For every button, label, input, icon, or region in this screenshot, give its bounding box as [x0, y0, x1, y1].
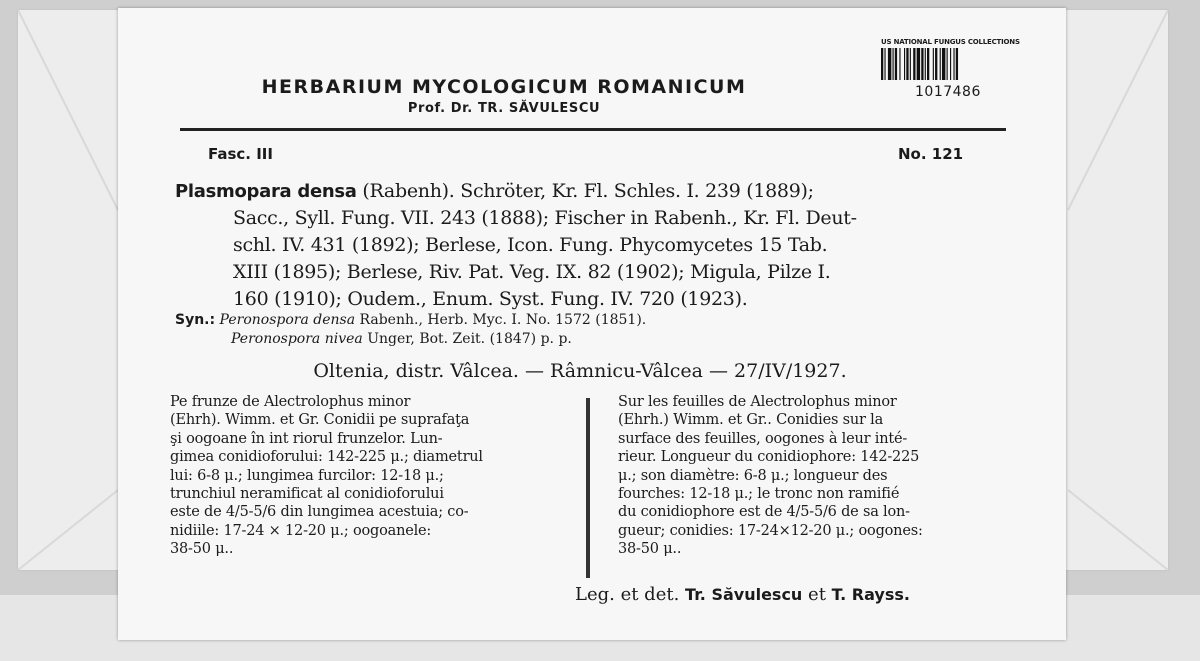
description-line: 38-50 μ.. [618, 541, 682, 558]
description-line: rieur. Longueur du conidiophore: 142-225 [618, 449, 920, 466]
citation-block [175, 178, 1011, 313]
description-line: (Ehrh). Wimm. et Gr. Conidii pe suprafaţa [170, 412, 470, 429]
collector-prefix: Leg. et det. [575, 584, 686, 605]
barcode-bar [953, 48, 954, 80]
synonym-name: Peronospora densa [219, 312, 356, 328]
barcode-bar [904, 48, 905, 80]
synonym-line [175, 330, 1011, 349]
barcode-caption: US NATIONAL FUNGUS COLLECTIONS [881, 38, 1020, 46]
species-name: Plasmopara densa [175, 181, 357, 202]
synonym-ref: Rabenh., Herb. Myc. I. No. 1572 (1851). [355, 312, 647, 328]
description-line: gueur; conidies: 17-24×12-20 μ.; oogones: [618, 522, 923, 539]
locality-line: Oltenia, distr. Vâlcea. — Râmnicu-Vâlcea — 27/IV/1927. [313, 360, 847, 382]
citation-line-text: (Rabenh). Schröter, Kr. Fl. Schles. I. 239 (1889); [356, 180, 814, 202]
description-line: Pe frunze de Alectrolophus minor [170, 394, 411, 410]
description-line: fourches: 12-18 μ.; le tronc non ramifié [618, 486, 900, 503]
description-french [618, 393, 1008, 559]
barcode-bar [940, 48, 941, 80]
description-line: 38-50 μ.. [170, 541, 234, 558]
barcode-bar [925, 48, 926, 80]
description-line: surface des feuilles, oogones à leur inté- [618, 430, 908, 447]
description-line: este de 4/5-5/6 din lungimea acestuia; co- [170, 504, 469, 521]
barcode-bar [935, 48, 937, 80]
header-rule [180, 128, 1006, 131]
barcode-bar [921, 48, 923, 80]
barcode-bar [884, 48, 885, 80]
barcode-bar [899, 48, 900, 80]
synonyms-block [175, 311, 1011, 349]
header-title: HERBARIUM MYCOLOGICUM ROMANICUM [261, 76, 747, 98]
column-divider [586, 398, 590, 578]
barcode-icon [881, 48, 1015, 80]
collector-joiner: et [802, 584, 832, 605]
synonyms-label: Syn.: [175, 312, 216, 328]
barcode-bar [913, 48, 915, 80]
description-line: şi oogoane în int riorul frunzelor. Lun- [170, 430, 443, 447]
citation-line [175, 178, 1011, 205]
barcode-bar [956, 48, 958, 80]
description-line: lui: 6-8 μ.; lungimea furcilor: 12-18 μ.; [170, 467, 444, 484]
collector-line [575, 584, 910, 605]
barcode-number: 1017486 [915, 84, 981, 100]
header-subtitle: Prof. Dr. TR. SĂVULESCU [407, 101, 601, 116]
citation-line: 160 (1910); Oudem., Enum. Syst. Fung. IV. 720 (1923). [233, 288, 748, 310]
barcode-bar [910, 48, 911, 80]
description-line: nidiile: 17-24 × 12-20 μ.; oogoanele: [170, 522, 432, 539]
citation-line: schl. IV. 431 (1892); Berlese, Icon. Fung. Phycomycetes 15 Tab. [233, 234, 828, 256]
citation-line: Sacc., Syll. Fung. VII. 243 (1888); Fischer in Rabenh., Kr. Fl. Deut- [233, 207, 857, 229]
barcode-bar [933, 48, 934, 80]
synonym-line [175, 311, 1011, 330]
barcode-block [881, 38, 1021, 108]
description-line: du conidiophore est de 4/5-5/6 de sa lon- [618, 504, 910, 521]
barcode-bar [950, 48, 951, 80]
description-romanian [170, 393, 560, 559]
barcode-bar [917, 48, 920, 80]
barcode-bar [893, 48, 894, 80]
synonym-name: Peronospora nivea [231, 331, 363, 347]
description-line: μ.; son diamètre: 6-8 μ.; longueur des [618, 467, 888, 484]
barcode-bar [942, 48, 945, 80]
specimen-number: No. 121 [898, 145, 964, 163]
barcode-bar [906, 48, 908, 80]
collector-name: T. Rayss. [831, 585, 910, 604]
synonym-ref: Unger, Bot. Zeit. (1847) p. p. [362, 331, 572, 347]
barcode-bar [927, 48, 929, 80]
herbarium-label [118, 8, 1066, 640]
citation-line: XIII (1895); Berlese, Riv. Pat. Veg. IX. 82 (1902); Migula, Pilze I. [233, 261, 831, 283]
description-line: (Ehrh.) Wimm. et Gr.. Conidies sur la [618, 412, 884, 429]
fascicle-label: Fasc. III [208, 145, 273, 163]
barcode-bar [881, 48, 883, 80]
description-line: gimea conidioforului: 142-225 μ.; diametrul [170, 449, 483, 466]
barcode-bar [895, 48, 897, 80]
barcode-bar [947, 48, 948, 80]
description-line: Sur les feuilles de Alectrolophus minor [618, 394, 897, 410]
barcode-bar [888, 48, 891, 80]
collector-name: Tr. Săvulescu [685, 585, 803, 604]
description-line: trunchiul neramificat al conidioforului [170, 486, 444, 503]
